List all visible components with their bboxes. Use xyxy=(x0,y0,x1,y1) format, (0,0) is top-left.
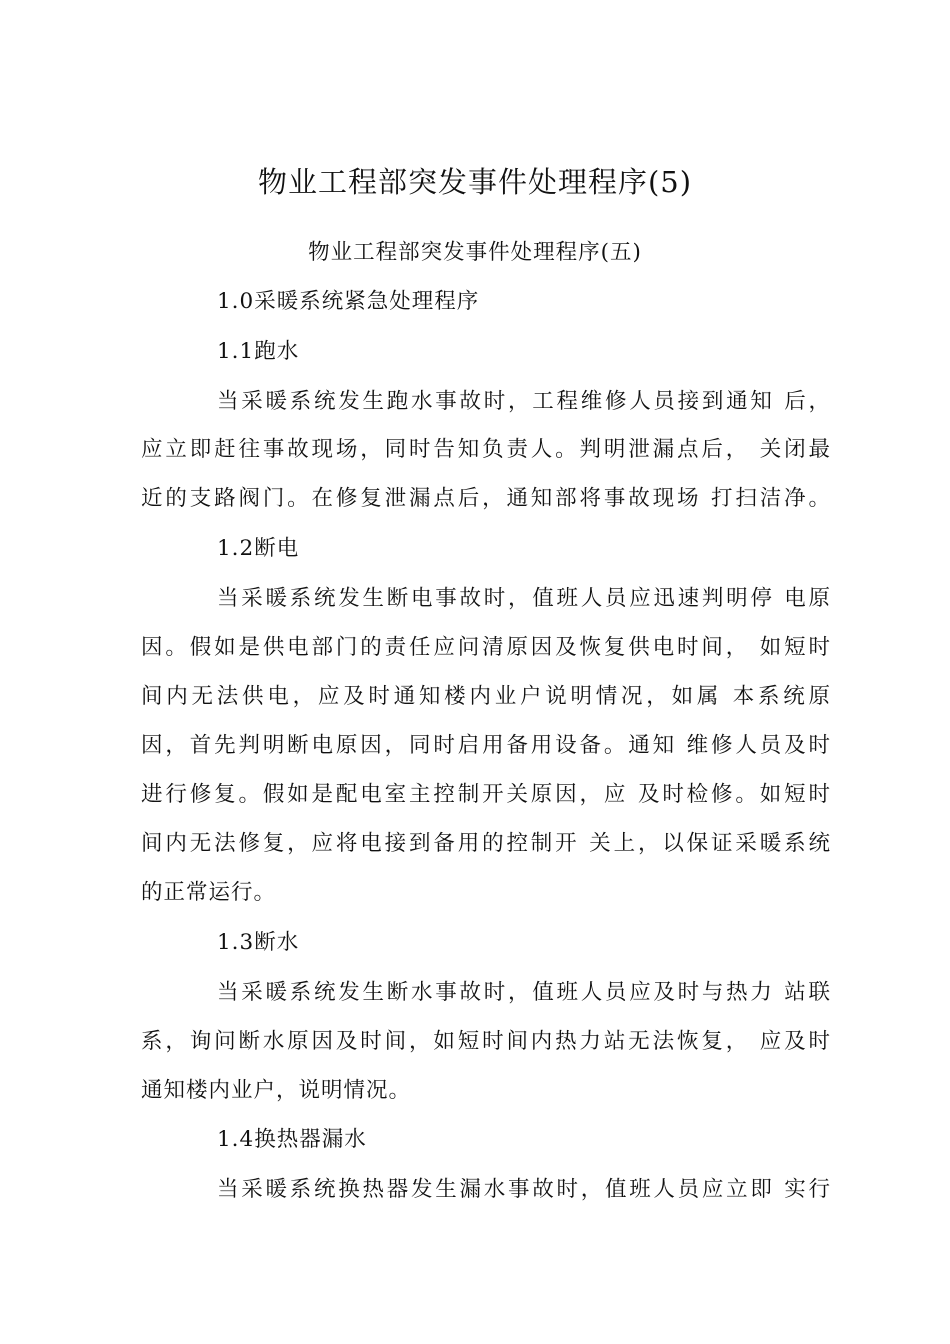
paragraph-line: 当采暖系统换热器发生漏水事故时，值班人员应立即 实行 xyxy=(217,1177,831,1202)
paragraph-line: 间内无法修复，应将电接到备用的控制开 关上，以保证采暖系统 xyxy=(141,831,831,856)
paragraph-line: 的正常运行。 xyxy=(141,880,277,905)
paragraph-line: 间内无法供电，应及时通知楼内业户说明情况，如属 本系统原 xyxy=(141,684,831,709)
section-heading: 1.3断水 xyxy=(217,930,300,955)
paragraph-line: 当采暖系统发生跑水事故时，工程维修人员接到通知 后， xyxy=(217,389,831,414)
paragraph-line: 进行修复。假如是配电室主控制开关原因，应 及时检修。如短时 xyxy=(141,782,831,807)
paragraph-line: 应立即赶往事故现场，同时告知负责人。判明泄漏点后， 关闭最 xyxy=(141,437,831,462)
document-title: 物业工程部突发事件处理程序(5) xyxy=(257,165,693,199)
paragraph-line: 当采暖系统发生断电事故时，值班人员应迅速判明停 电原 xyxy=(217,586,831,611)
section-heading: 1.0采暖系统紧急处理程序 xyxy=(217,289,480,314)
paragraph-line: 因，首先判明断电原因，同时启用备用设备。通知 维修人员及时 xyxy=(141,733,831,758)
paragraph-line: 因。假如是供电部门的责任应问清原因及恢复供电时间， 如短时 xyxy=(141,635,831,660)
paragraph-line: 通知楼内业户，说明情况。 xyxy=(141,1078,412,1103)
section-heading: 1.2断电 xyxy=(217,536,300,561)
section-heading: 1.1跑水 xyxy=(217,339,300,364)
section-heading: 1.4换热器漏水 xyxy=(217,1127,367,1152)
document-subtitle: 物业工程部突发事件处理程序(五) xyxy=(308,240,642,265)
paragraph-line: 近的支路阀门。在修复泄漏点后，通知部将事故现场 打扫洁净。 xyxy=(141,486,831,511)
paragraph-line: 当采暖系统发生断水事故时，值班人员应及时与热力 站联 xyxy=(217,980,831,1005)
paragraph-line: 系，询问断水原因及时间，如短时间内热力站无法恢复， 应及时 xyxy=(141,1029,831,1054)
